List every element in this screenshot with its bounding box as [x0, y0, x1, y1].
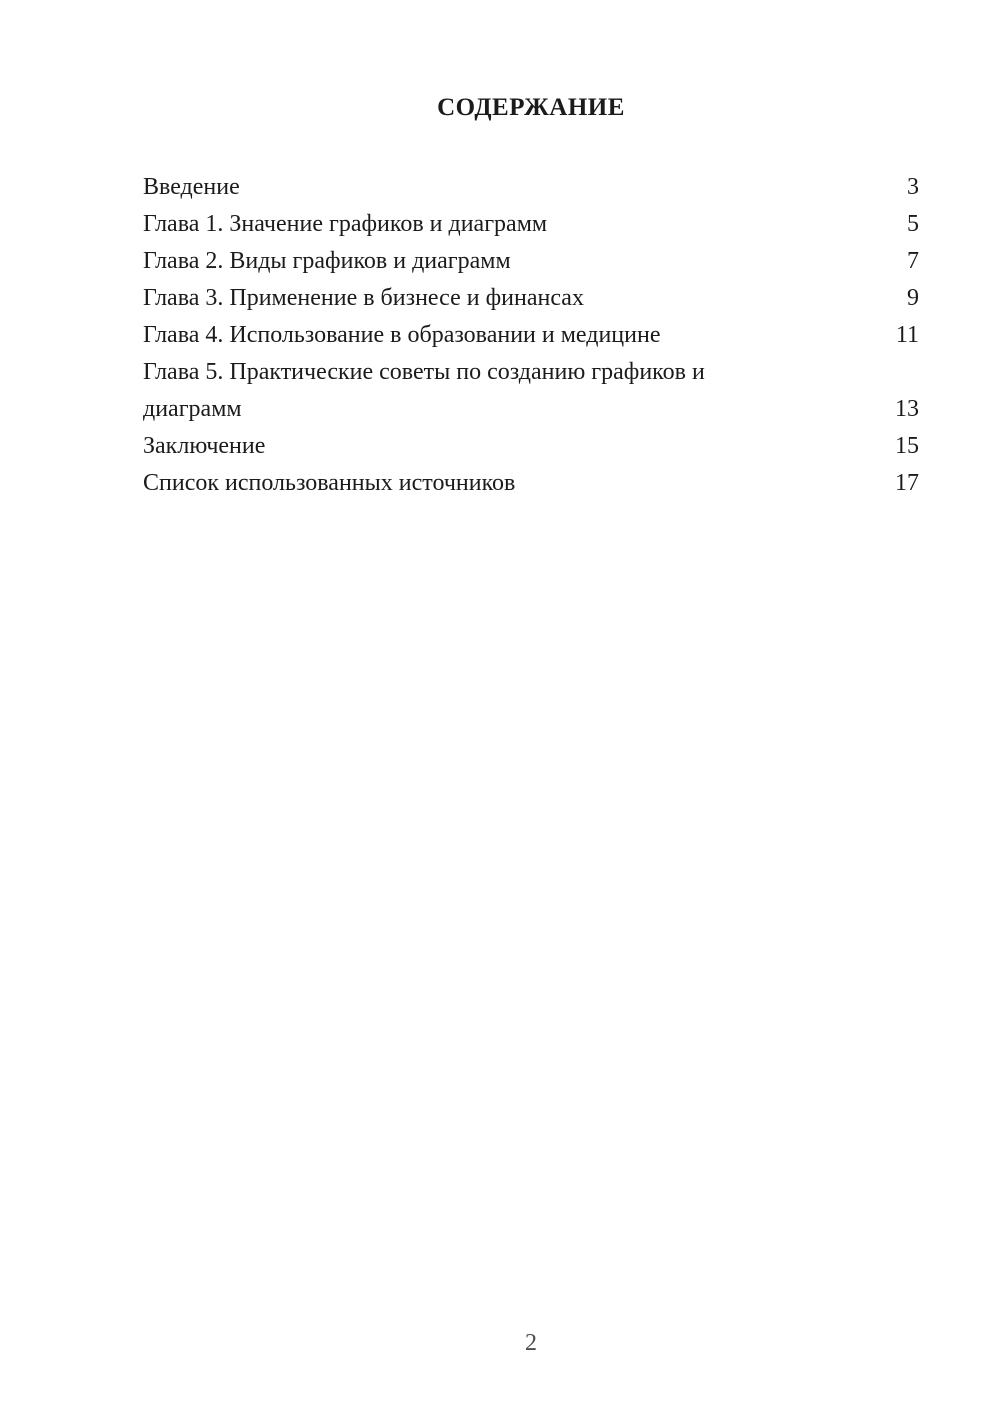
- toc-row: [143, 465, 919, 502]
- toc-row: [143, 354, 919, 428]
- page-number-footer: 2: [525, 1330, 537, 1356]
- toc-row: [143, 317, 919, 354]
- page-title: СОДЕРЖАНИЕ: [437, 94, 625, 121]
- toc-entry-label: Заключение: [143, 433, 266, 459]
- toc-row: [143, 243, 919, 280]
- toc-entry-page-number: 5: [907, 211, 919, 237]
- toc-entry-label: Глава 2. Виды графиков и диаграмм: [143, 248, 511, 274]
- toc-entry-label: Список использованных источников: [143, 470, 516, 496]
- toc-entry-page-number: 11: [895, 322, 919, 348]
- toc-entry-label: Введение: [143, 174, 240, 200]
- toc-entry-page-number: 17: [895, 470, 919, 496]
- toc-entry-page-number: 15: [895, 433, 919, 459]
- table-of-contents: [143, 169, 919, 502]
- toc-entry-page-number: 9: [907, 285, 919, 311]
- toc-entry-label: Глава 5. Практические советы по созданию графиков и диаграмм: [143, 359, 705, 422]
- content-area: [143, 0, 919, 502]
- toc-entry-page-number: 13: [895, 396, 919, 422]
- toc-row: [143, 206, 919, 243]
- toc-entry-page-number: 3: [907, 174, 919, 200]
- toc-entry-page-number: 7: [907, 248, 919, 274]
- toc-row: [143, 428, 919, 465]
- toc-entry-label: Глава 4. Использование в образовании и медицине: [143, 322, 661, 348]
- toc-entry-label: Глава 3. Применение в бизнесе и финансах: [143, 285, 584, 311]
- toc-row: [143, 169, 919, 206]
- toc-entry-label: Глава 1. Значение графиков и диаграмм: [143, 211, 548, 237]
- toc-row: [143, 280, 919, 317]
